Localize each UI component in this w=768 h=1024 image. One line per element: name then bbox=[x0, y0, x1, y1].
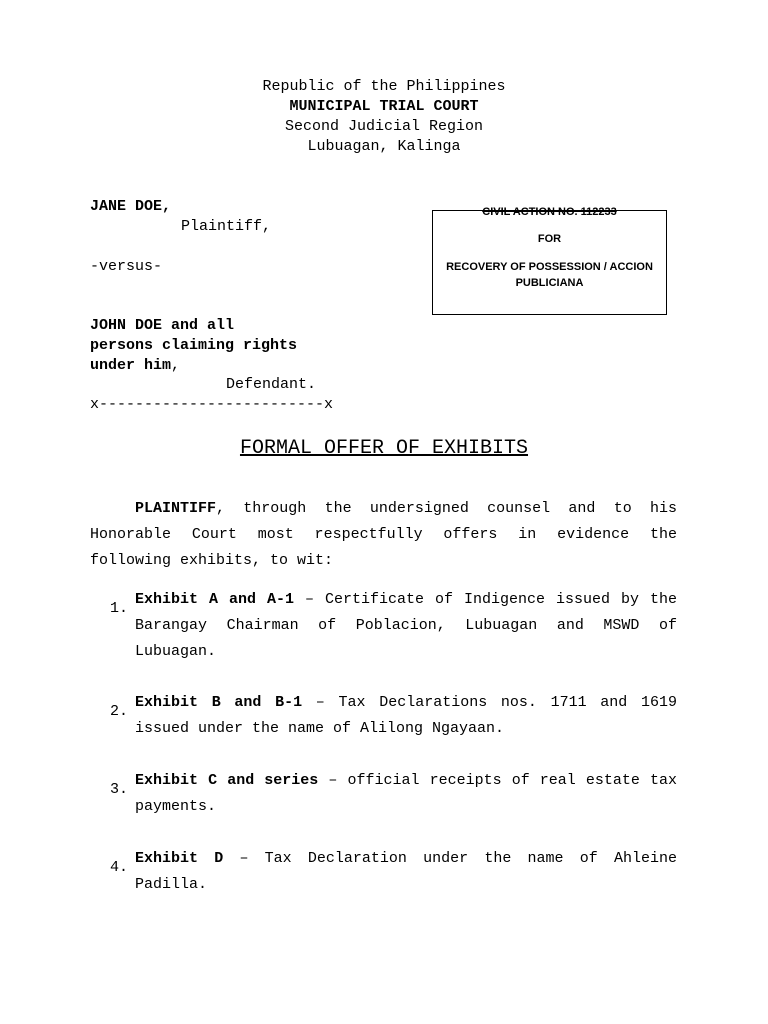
defendant-line-3-text: under him bbox=[90, 357, 172, 374]
case-info-box bbox=[432, 206, 667, 315]
civil-action-number: CIVIL ACTION NO. 112233 bbox=[482, 206, 617, 218]
exhibit-number: 4. bbox=[110, 859, 129, 876]
header-court: MUNICIPAL TRIAL COURT bbox=[289, 98, 479, 115]
exhibit-text: – Tax Declarations nos. 1711 and 1619 issued under the name of Alilong Ngayaan. bbox=[135, 694, 677, 737]
exhibit-label: Exhibit C and series bbox=[135, 772, 319, 789]
exhibit-body bbox=[135, 768, 677, 820]
exhibit-body bbox=[135, 846, 677, 898]
case-subject-line-2: PUBLICIANA bbox=[515, 277, 584, 289]
exhibit-number: 1. bbox=[110, 600, 129, 617]
case-for-label: FOR bbox=[537, 233, 562, 245]
defendant-line-2: persons claiming rights bbox=[90, 337, 298, 354]
header-republic: Republic of the Philippines bbox=[262, 78, 506, 95]
exhibit-label: Exhibit A and A-1 bbox=[135, 591, 294, 608]
exhibit-label: Exhibit B and B-1 bbox=[135, 694, 303, 711]
document-title: FORMAL OFFER OF EXHIBITS bbox=[239, 437, 529, 460]
intro-lead: PLAINTIFF bbox=[135, 500, 217, 517]
exhibit-body bbox=[135, 587, 677, 665]
exhibit-text: – official receipts of real estate tax payments. bbox=[135, 772, 678, 815]
exhibit-text: – Tax Declaration under the name of Ahleine Padilla. bbox=[135, 850, 677, 893]
defendant-line-3 bbox=[90, 357, 180, 374]
header-region: Second Judicial Region bbox=[284, 118, 484, 135]
plaintiff-role: Plaintiff, bbox=[181, 218, 272, 235]
intro-paragraph bbox=[90, 496, 677, 574]
exhibit-label: Exhibit D bbox=[135, 850, 224, 867]
intro-text: , through the undersigned counsel and to his Honorable Court most respectfully offers in evidence the following exhibits, to wit: bbox=[90, 500, 677, 569]
header-location: Lubuagan, Kalinga bbox=[307, 138, 461, 155]
defendant-line-3-comma: , bbox=[171, 357, 181, 374]
exhibit-number: 3. bbox=[110, 781, 129, 798]
defendant-line-1: JOHN DOE and all bbox=[90, 317, 235, 334]
exhibit-number: 2. bbox=[110, 703, 129, 720]
versus-label: -versus- bbox=[90, 258, 163, 275]
case-subject-line-1: RECOVERY OF POSSESSION / ACCION bbox=[446, 261, 653, 273]
exhibit-body bbox=[135, 690, 677, 742]
exhibit-text: – Certificate of Indigence issued by the Barangay Chairman of Poblacion, Lubuagan and MSWD of Lubuagan. bbox=[135, 591, 677, 660]
plaintiff-name: JANE DOE, bbox=[90, 198, 172, 215]
defendant-role: Defendant. bbox=[226, 376, 317, 393]
caption-separator: x-------------------------x bbox=[90, 396, 334, 413]
